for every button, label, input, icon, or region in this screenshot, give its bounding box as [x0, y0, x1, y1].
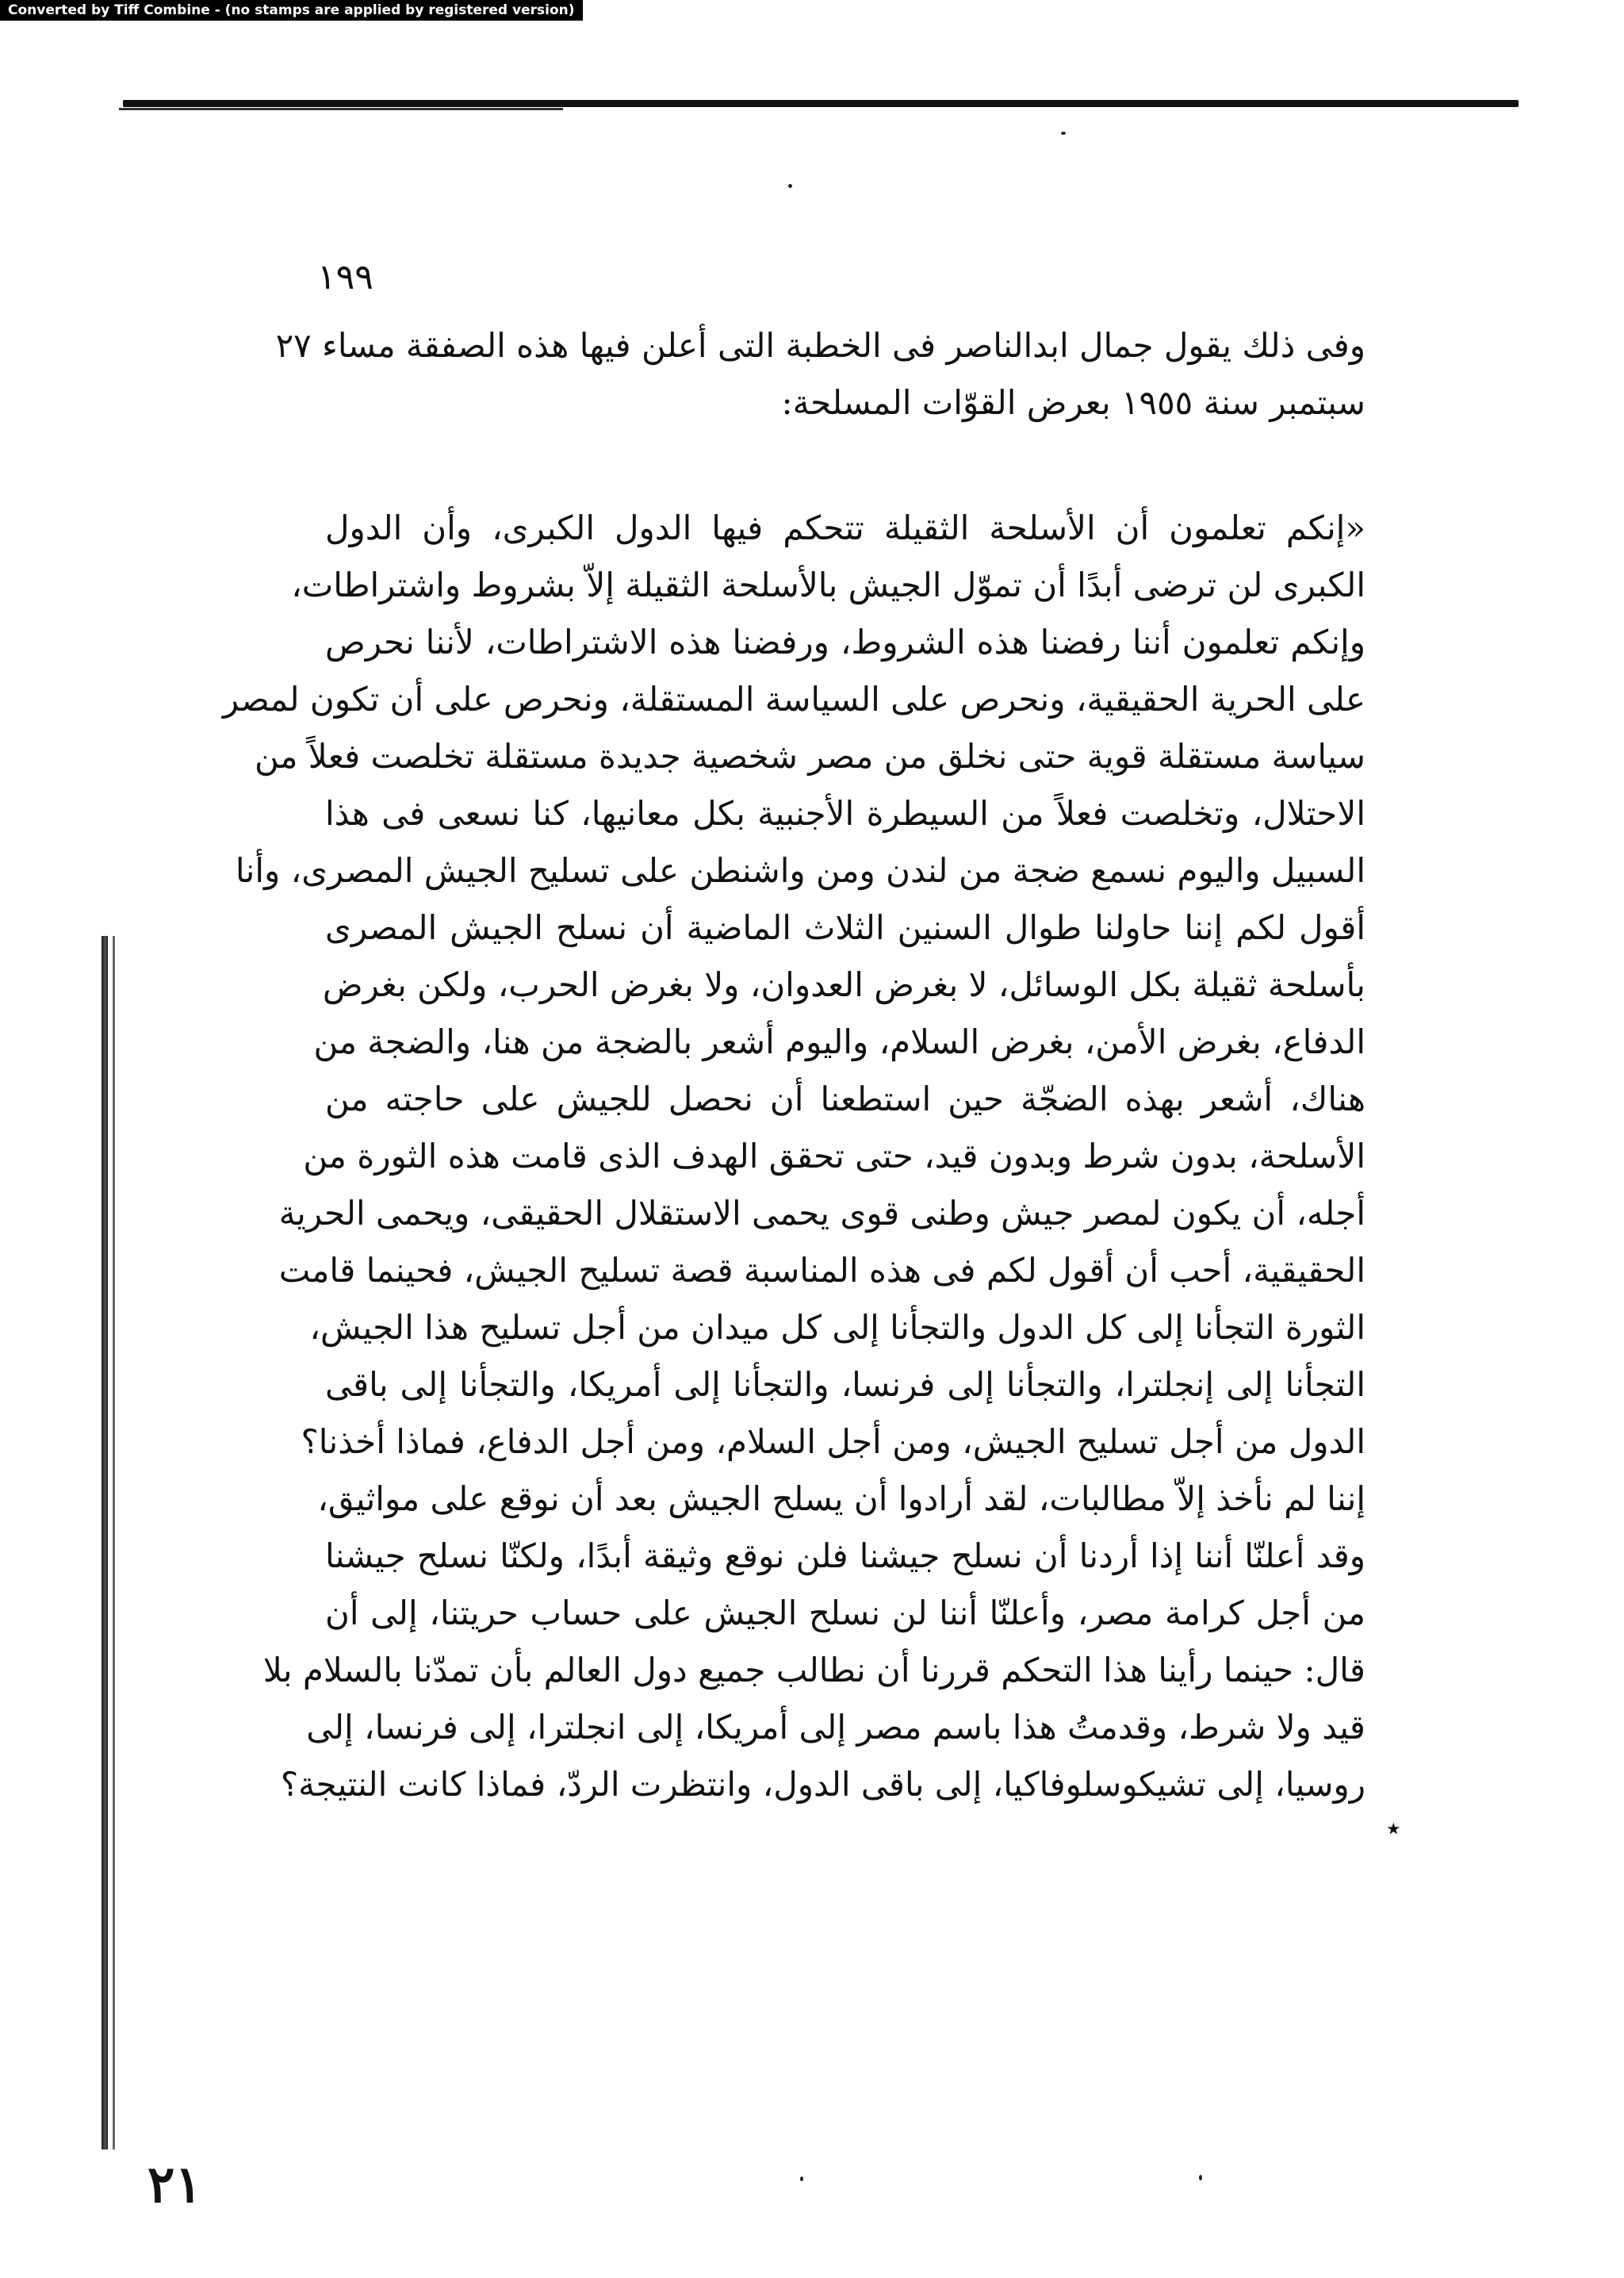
text-line: السبيل واليوم نسمع ضجة من لندن ومن واشنطن على تسليح الجيش المصرى، وأنا	[235, 851, 1365, 890]
text-line: سياسة مستقلة قوية حتى نخلق من مصر شخصية جديدة مستقلة تخلصت فعلاً من	[254, 737, 1365, 776]
text-line: روسيا، إلى تشيكوسلوفاكيا، إلى باقى الدول، وانتظرت الردّ، فماذا كانت النتيجة؟	[280, 1765, 1365, 1804]
text-line: بأسلحة ثقيلة بكل الوسائل، لا بغرض العدوان، ولا بغرض الحرب، ولكن بغرض	[322, 965, 1365, 1004]
scan-speck	[788, 184, 792, 188]
text-line: قيد ولا شرط، وقدمتُ هذا باسم مصر إلى أمريكا، إلى انجلترا، إلى فرنسا، إلى	[306, 1708, 1365, 1747]
intro-paragraph	[275, 317, 1365, 431]
margin-bullet: ٭	[1386, 1812, 1401, 1844]
top-rule	[123, 100, 1519, 107]
text-line: سبتمبر سنة ١٩٥٥ بعرض القوّات المسلحة:	[781, 383, 1365, 422]
text-line: وقد أعلنّا أننا إذا أردنا أن نسلح جيشنا فلن نوقع وثيقة أبدًا، ولكنّا نسلح جيشنا	[325, 1536, 1365, 1575]
text-line: «إنكم تعلمون أن الأسلحة الثقيلة تتحكم فيها الدول الكبرى، وأن الدول	[325, 508, 1365, 547]
scan-speck	[1199, 2175, 1202, 2180]
text-line: أجله، أن يكون لمصر جيش وطنى قوى يحمى الاستقلال الحقيقى، ويحمى الحرية	[278, 1194, 1365, 1233]
text-line: إننا لم نأخذ إلاّ مطالبات، لقد أرادوا أن يسلح الجيش بعد أن نوقع على مواثيق،	[317, 1479, 1365, 1518]
scan-speck	[800, 2176, 803, 2181]
text-line: وفى ذلك يقول جمال ابدالناصر فى الخطبة التى أعلن فيها هذه الصفقة مساء ٢٧	[275, 326, 1365, 365]
binding-edge-line-inner	[113, 936, 115, 2150]
conversion-banner: Converted by Tiff Combine - (no stamps are applied by registered version)	[0, 0, 583, 21]
quote-paragraph	[222, 500, 1365, 1813]
text-line: الثورة التجأنا إلى كل الدول والتجأنا إلى كل ميدان من أجل تسليح هذا الجيش،	[309, 1308, 1365, 1347]
text-line: الدول من أجل تسليح الجيش، ومن أجل السلام، ومن أجل الدفاع، فماذا أخذنا؟	[301, 1422, 1365, 1461]
text-line: التجأنا إلى إنجلترا، والتجأنا إلى فرنسا، والتجأنا إلى أمريكا، والتجأنا إلى باقى	[325, 1365, 1365, 1404]
text-line: الاحتلال، وتخلصت فعلاً من السيطرة الأجنبية بكل معانيها، كنا نسعى فى هذا	[325, 794, 1365, 833]
binding-edge-line	[102, 936, 108, 2150]
text-line: على الحرية الحقيقية، ونحرص على السياسة المستقلة، ونحرص على أن تكون لمصر	[222, 680, 1365, 719]
page-number: ١٩٩	[317, 257, 373, 297]
text-line: هناك، أشعر بهذه الضجّة حين استطعنا أن نحصل للجيش على حاجته من	[325, 1080, 1365, 1118]
top-rule-shadow	[119, 108, 563, 110]
margin-handwritten-mark: ٢١	[147, 2155, 202, 2215]
text-line: الكبرى لن ترضى أبدًا أن تموّل الجيش بالأسلحة الثقيلة إلاّ بشروط واشتراطات،	[291, 566, 1365, 604]
text-line: وإنكم تعلمون أننا رفضنا هذه الشروط، ورفضنا هذه الاشتراطات، لأننا نحرص	[325, 623, 1365, 662]
text-line: الأسلحة، بدون شرط وبدون قيد، حتى تحقق الهدف الذى قامت هذه الثورة من	[303, 1137, 1365, 1175]
text-line: الحقيقية، أحب أن أقول لكم فى هذه المناسبة قصة تسليح الجيش، فحينما قامت	[278, 1251, 1365, 1290]
text-line: أقول لكم إننا حاولنا طوال السنين الثلاث الماضية أن نسلح الجيش المصرى	[325, 908, 1365, 947]
text-line: قال: حينما رأينا هذا التحكم قررنا أن نطالب جميع دول العالم بأن تمدّنا بالسلام بلا	[262, 1651, 1365, 1689]
text-line: الدفاع، بغرض الأمن، بغرض السلام، واليوم أشعر بالضجة من هنا، والضجة من	[313, 1022, 1365, 1061]
scan-speck	[1061, 132, 1066, 135]
text-line: من أجل كرامة مصر، وأعلنّا أننا لن نسلح الجيش على حساب حريتنا، إلى أن	[325, 1593, 1365, 1632]
